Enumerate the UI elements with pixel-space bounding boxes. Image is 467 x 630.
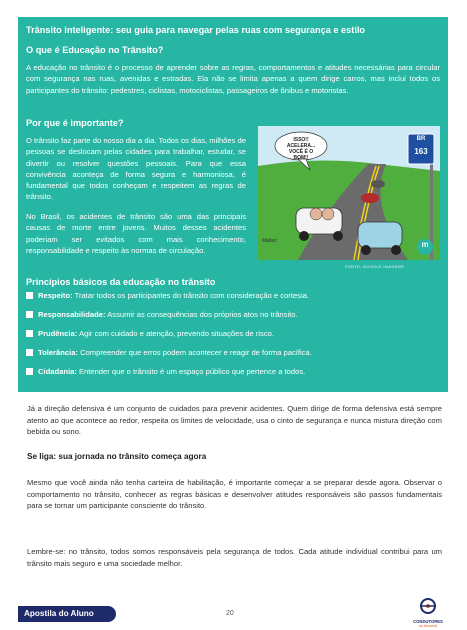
list-item: Respeito: Tratar todos os participantes do trânsito com consideração e cortesia. — [26, 291, 441, 310]
bullet-square-icon — [26, 330, 33, 337]
list-item: Responsabilidade: Assumir as consequências dos próprios atos no trânsito. — [26, 310, 441, 329]
journey-paragraph: Mesmo que você ainda não tenha carteira de habilitação, é importante começar a se preparar desde agora. Observar o comportamento no trânsito, conhecer as regras básicas e desenvolver atitudes responsáveis são passos fundamentais para se tornar um participante consciente do trânsito. — [27, 478, 442, 510]
bullet-square-icon — [26, 292, 33, 299]
road-sign-top: BR — [416, 136, 426, 142]
defensive-driving-paragraph: Já a direção defensiva é um conjunto de cuidados para prevenir acidentes. Quem dirige de forma defensiva está sempre atento ao que acontece ao redor, respeita os limites de velocidade, usa o cinto de segurança e nunca mistura direção com bebida ou sono. — [27, 404, 442, 436]
section-heading-why: Por que é importante? — [26, 118, 124, 128]
list-item: Tolerância: Compreender que erros podem acontecer e reagir de forma pacífica. — [26, 348, 441, 367]
footer-label: Apostila do Aluno — [18, 606, 116, 622]
principles-list — [26, 291, 441, 386]
list-item: Cidadania: Entender que o trânsito é um espaço público que pertence a todos. — [26, 367, 441, 386]
section-text-why-1: O trânsito faz parte do nosso dia a dia. Todos os dias, milhões de pessoas se deslocam pelas cidades para trabalhar, estudar, se divertir ou resolver questões pessoais. Para que essa convivência aconteça de forma segura e harmoniosa, é fundamental que todos conheçam e respeitem as regras de trânsito. — [26, 136, 246, 202]
road-sign-number: 163 — [414, 147, 428, 156]
bullet-square-icon — [26, 368, 33, 375]
image-caption: FONTE: GOOGLE IMAGENS — [345, 264, 404, 269]
info-box — [18, 17, 448, 392]
brand-logo: CONDUTORES do Amanhã — [408, 598, 448, 626]
bullet-square-icon — [26, 311, 33, 318]
list-item: Prudência: Agir com cuidado e atenção, prevendo situações de risco. — [26, 329, 441, 348]
page-title: Trânsito inteligente: seu guia para navegar pelas ruas com segurança e estilo — [26, 25, 366, 35]
steering-wheel-icon — [408, 598, 448, 614]
reminder-paragraph: Lembre-se: no trânsito, todos somos responsáveis pela segurança de todos. Cada atitude individual contribui para um trânsito mais seguro e uma sociedade melhor. — [27, 547, 442, 568]
speech-bubble-text: ISSO!! ACELERA... VOCÊ É O BOM!! — [286, 137, 316, 161]
bullet-square-icon — [26, 349, 33, 356]
section-text-why-2: No Brasil, os acidentes de trânsito são uma das principais causas de morte entre jovens. Muitos desses acidentes poderiam ser evitados com mais conhecimento, responsabilidade e respeito às normas de circulação. — [26, 212, 246, 255]
principles-heading: Princípios básicos da educação no trânsito — [26, 277, 216, 287]
section-text-what-is: A educação no trânsito é o processo de aprender sobre as regras, comportamentos e atitudes necessárias para circular com segurança nas ruas, avenidas e estradas. Ela não se limita apenas a quem dirige carros, mas inclui todos os participantes do trânsito: pedestres, ciclistas, motociclistas, passageiros de ônibus e motoristas. — [26, 63, 440, 95]
badge-letter: m — [421, 240, 429, 249]
section-subheading: Se liga: sua jornada no trânsito começa agora — [27, 452, 207, 461]
artist-signature: Maltez — [262, 238, 277, 244]
cartoon-illustration — [258, 126, 440, 260]
page-number: 20 — [226, 610, 234, 617]
section-heading-what-is: O que é Educação no Trânsito? — [26, 45, 164, 55]
